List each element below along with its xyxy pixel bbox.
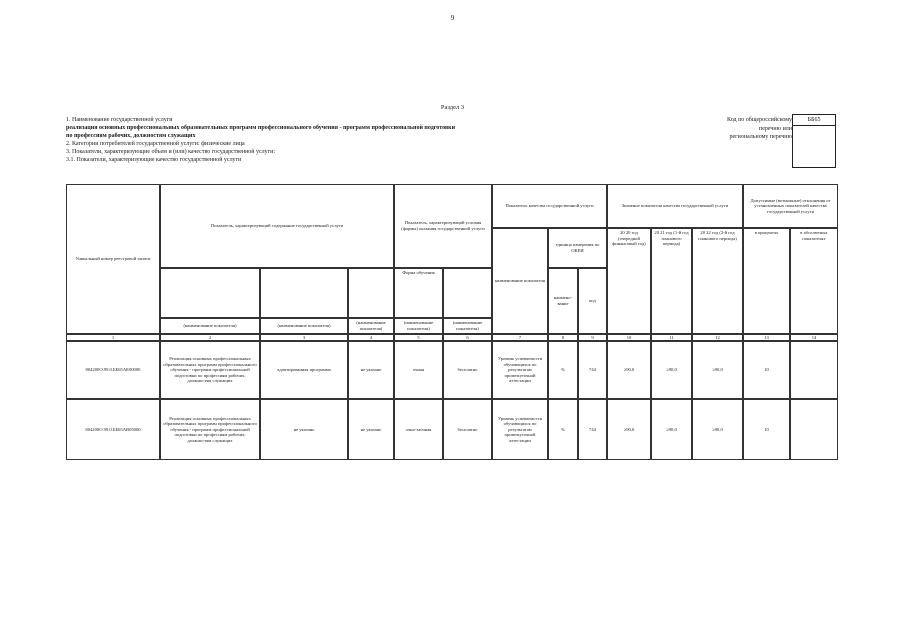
service-name-line1: реализация основных профессиональных образовательных программ профессионального обучения - программ профессиональной подготовки	[66, 125, 456, 131]
row1-content3: не указано	[348, 341, 394, 399]
col-num-12: 12	[692, 334, 743, 341]
col-num-8: 8	[548, 334, 578, 341]
section-title: Раздел 3	[440, 104, 465, 111]
row1-condition2: бесплатно	[443, 341, 492, 399]
th-unit-code: код	[578, 268, 607, 334]
row1-v1: ≥90,0	[607, 341, 651, 399]
th-name-col6: (наименование показателя)	[443, 318, 492, 334]
row1-content1: Реализация основных профессиональных образовательных программ профессионального обучения - программ профессиональной подготовки по профессиям рабочих, должностям служащих	[160, 341, 260, 399]
consumers-line: 2. Категории потребителей государственной услуги: физические лица	[66, 141, 245, 147]
th-year1: 20 20 год (очередной финансовый год)	[607, 228, 651, 334]
th-dev-abs: в абсолютных показателях	[790, 228, 838, 334]
row2-condition2: бесплатно	[443, 399, 492, 460]
th-name-col5: (наименование показателя)	[394, 318, 443, 334]
row1-form: очная	[394, 341, 443, 399]
th-form: Форма обучения	[394, 268, 443, 318]
service-name-line2: по профессиям рабочих, должностям служащих	[66, 133, 196, 139]
th-year2: 20 21 год (1-й год планового периода)	[651, 228, 692, 334]
row2-form: очно-заочная	[394, 399, 443, 460]
th-dev-percent: в процентах	[743, 228, 790, 334]
quality-indicators-line: 3.1. Показатели, характеризующие качество государственной услуги	[66, 157, 242, 163]
row2-v3: ≥90,0	[692, 399, 743, 460]
code-value: ББ65	[793, 115, 835, 126]
row2-content2: не указано	[260, 399, 348, 460]
th-name-col4: (наименование показателя)	[348, 318, 394, 334]
row1-v3: ≥90,0	[692, 341, 743, 399]
th-deviation: Допустимые (возможные) отклонения от установленных показателей качества государственной услуги	[743, 184, 838, 228]
row2-registry: 804200О.99.0.ББ65АВ05000	[66, 399, 160, 460]
th-name-col3: (наименование показателя)	[260, 318, 348, 334]
th-values: Значение показателя качества государственной услуги	[607, 184, 743, 228]
col-num-6: 6	[443, 334, 492, 341]
th-indicator-name: наименование показателя	[492, 228, 548, 334]
col-num-11: 11	[651, 334, 692, 341]
th-name-col2: (наименование показателя)	[160, 318, 260, 334]
row1-indicator: Уровень успеваемости обучающихся по результатам промежуточной аттестации	[492, 341, 548, 399]
th-year3: 20 22 год (2-й год планового периода)	[692, 228, 743, 334]
th-content-blank3	[348, 268, 394, 318]
th-conditions: Показатель, характеризующий условия (формы) оказания государственной услуги	[394, 184, 492, 268]
code-label-line2: перечню или	[758, 125, 792, 132]
code-label-line1: Код по общероссийскому	[727, 117, 792, 123]
row1-dev-abs	[790, 341, 838, 399]
quality-table	[66, 184, 838, 460]
col-num-4: 4	[348, 334, 394, 341]
row1-dev-percent: 10	[743, 341, 790, 399]
th-unit: единица измерения по ОКЕИ	[548, 228, 607, 268]
page-number: 9	[450, 14, 455, 22]
row2-v1: ≥90,0	[607, 399, 651, 460]
code-box	[792, 114, 836, 168]
col-num-7: 7	[492, 334, 548, 341]
row1-v2: ≥90,0	[651, 341, 692, 399]
service-name-label: 1. Наименование государственной услуги	[66, 117, 173, 123]
col-num-14: 14	[790, 334, 838, 341]
row1-registry: 804200О.99.0.ББ65АЕ00000	[66, 341, 160, 399]
code-label	[680, 116, 792, 142]
th-condition-blank	[443, 268, 492, 318]
row2-content1: Реализация основных профессиональных образовательных программ профессионального обучения - программ профессиональной подготовки по профессиям рабочих, должностям служащих	[160, 399, 260, 460]
row2-code: 744	[578, 399, 607, 460]
row2-unit: %	[548, 399, 578, 460]
col-num-10: 10	[607, 334, 651, 341]
row1-code: 744	[578, 341, 607, 399]
th-unit-name: наимено-вание	[548, 268, 578, 334]
row2-dev-percent: 10	[743, 399, 790, 460]
indicators-line: 3. Показатели, характеризующие объем и (или) качество государственной услуги:	[66, 149, 275, 155]
col-num-1: 1	[66, 334, 160, 341]
row2-dev-abs	[790, 399, 838, 460]
code-label-line3: региональному перечню	[729, 134, 792, 140]
th-quality: Показатель качества государственной услуги	[492, 184, 607, 228]
th-content-blank1	[160, 268, 260, 318]
col-num-9: 9	[578, 334, 607, 341]
th-registry: Уникальный номер реестровой записи	[66, 184, 160, 334]
row2-indicator: Уровень успеваемости обучающихся по результатам промежуточной аттестации	[492, 399, 548, 460]
col-num-2: 2	[160, 334, 260, 341]
th-content: Показатель, характеризующий содержание государственной услуги	[160, 184, 394, 268]
row2-content3: не указано	[348, 399, 394, 460]
row1-unit: %	[548, 341, 578, 399]
th-content-blank2	[260, 268, 348, 318]
col-num-3: 3	[260, 334, 348, 341]
row1-content2: адаптированная программа	[260, 341, 348, 399]
row2-v2: ≥90,0	[651, 399, 692, 460]
col-num-5: 5	[394, 334, 443, 341]
col-num-13: 13	[743, 334, 790, 341]
